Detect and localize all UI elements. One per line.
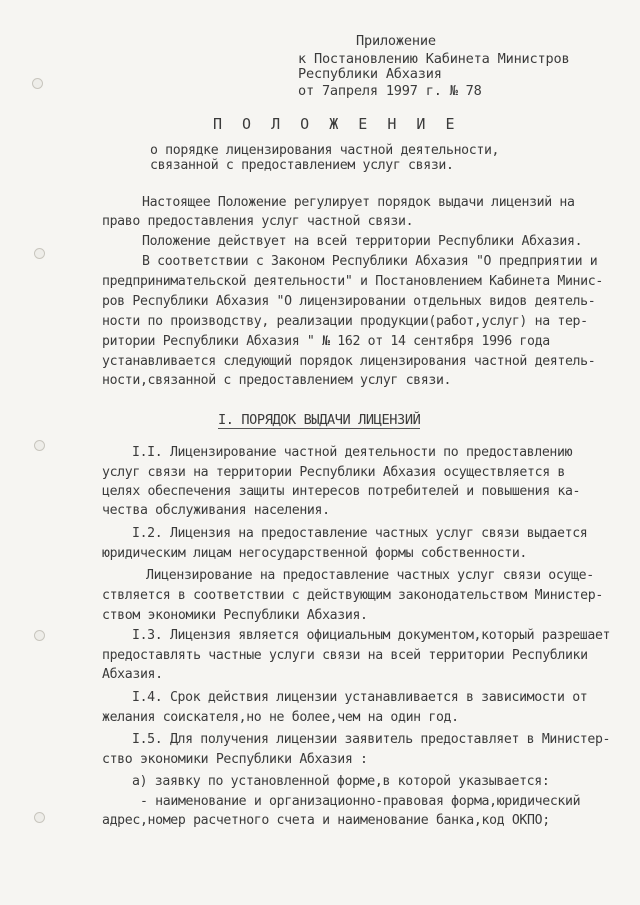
item-line-18: - наименование и организационно-правовая форма,юридический: [140, 794, 581, 809]
item-line-1: I.I. Лицензирование частной деятельности по предоставлению: [132, 445, 573, 460]
header-line-2: к Постановлению Кабинета Министров: [298, 51, 570, 67]
item-line-6: юридическим лицам негосударственной формы собственности.: [102, 546, 528, 561]
body-line-2: право предоставления услуг частной связи.: [102, 214, 414, 229]
header-line-4: от 7апреля 1997 г. № 78: [298, 83, 482, 99]
header-line-3: Республики Абхазия: [298, 66, 442, 82]
body-line-10: ности,связанной с предоставлением услуг связи.: [102, 373, 452, 388]
body-line-7: ности по производству, реализации продукции(работ,услуг) на тер-: [102, 314, 588, 329]
item-line-16: ство экономики Республики Абхазия :: [102, 752, 368, 767]
binder-hole-2: [34, 248, 45, 259]
body-line-5: предпринимательской деятельности" и Постановлением Кабинета Минис-: [102, 274, 603, 289]
item-line-7: Лицензирование на предоставление частных услуг связи осуще-: [146, 568, 594, 583]
item-line-4: чества обслуживания населения.: [102, 503, 330, 518]
document-title: П О Л О Ж Е Н И Е: [213, 115, 461, 133]
binder-hole-3: [34, 440, 45, 451]
body-line-8: ритории Республики Абхазия " № 162 от 14 сентября 1996 года: [102, 334, 550, 349]
item-line-19: адрес,номер расчетного счета и наименование банка,код ОКПО;: [102, 813, 550, 828]
subtitle-line-2: связанной с предоставлением услуг связи.: [150, 158, 454, 173]
item-line-12: Абхазия.: [102, 667, 163, 682]
section-heading: I. ПОРЯДОК ВЫДАЧИ ЛИЦЕНЗИЙ: [218, 412, 421, 428]
binder-hole-1: [32, 78, 43, 89]
body-line-9: устанавливается следующий порядок лицензирования частной деятель-: [102, 354, 596, 369]
item-line-2: услуг связи на территории Республики Абхазия осуществляется в: [102, 465, 565, 480]
body-line-1: Настоящее Положение регулирует порядок выдачи лицензий на: [142, 195, 575, 210]
item-line-3: целях обеспечения защиты интересов потребителей и повышения ка-: [102, 484, 581, 499]
binder-hole-5: [34, 812, 45, 823]
body-line-6: ров Республики Абхазия "О лицензировании отдельных видов деятель-: [102, 294, 596, 309]
item-line-13: I.4. Срок действия лицензии устанавливается в зависимости от: [132, 690, 588, 705]
item-line-15: I.5. Для получения лицензии заявитель предоставляет в Министер-: [132, 732, 611, 747]
item-line-14: желания соискателя,но не более,чем на один год.: [102, 710, 459, 725]
header-line-1: Приложение: [356, 33, 436, 49]
item-line-8: ствляется в соответствии с действующим законодательством Министер-: [102, 588, 603, 603]
item-line-9: ством экономики Республики Абхазия.: [102, 608, 368, 623]
item-line-11: предоставлять частные услуги связи на всей территории Республики: [102, 648, 588, 663]
subtitle-line-1: о порядке лицензирования частной деятельности,: [150, 143, 500, 158]
binder-hole-4: [34, 630, 45, 641]
body-line-3: Положение действует на всей территории Республики Абхазия.: [142, 234, 583, 249]
item-line-10: I.3. Лицензия является официальным документом,который разрешает: [132, 628, 611, 643]
item-line-17: а) заявку по установленной форме,в которой указывается:: [132, 774, 550, 789]
body-line-4: В соответствии с Законом Республики Абхазия "О предприятии и: [142, 254, 598, 269]
item-line-5: I.2. Лицензия на предоставление частных услуг связи выдается: [132, 526, 588, 541]
